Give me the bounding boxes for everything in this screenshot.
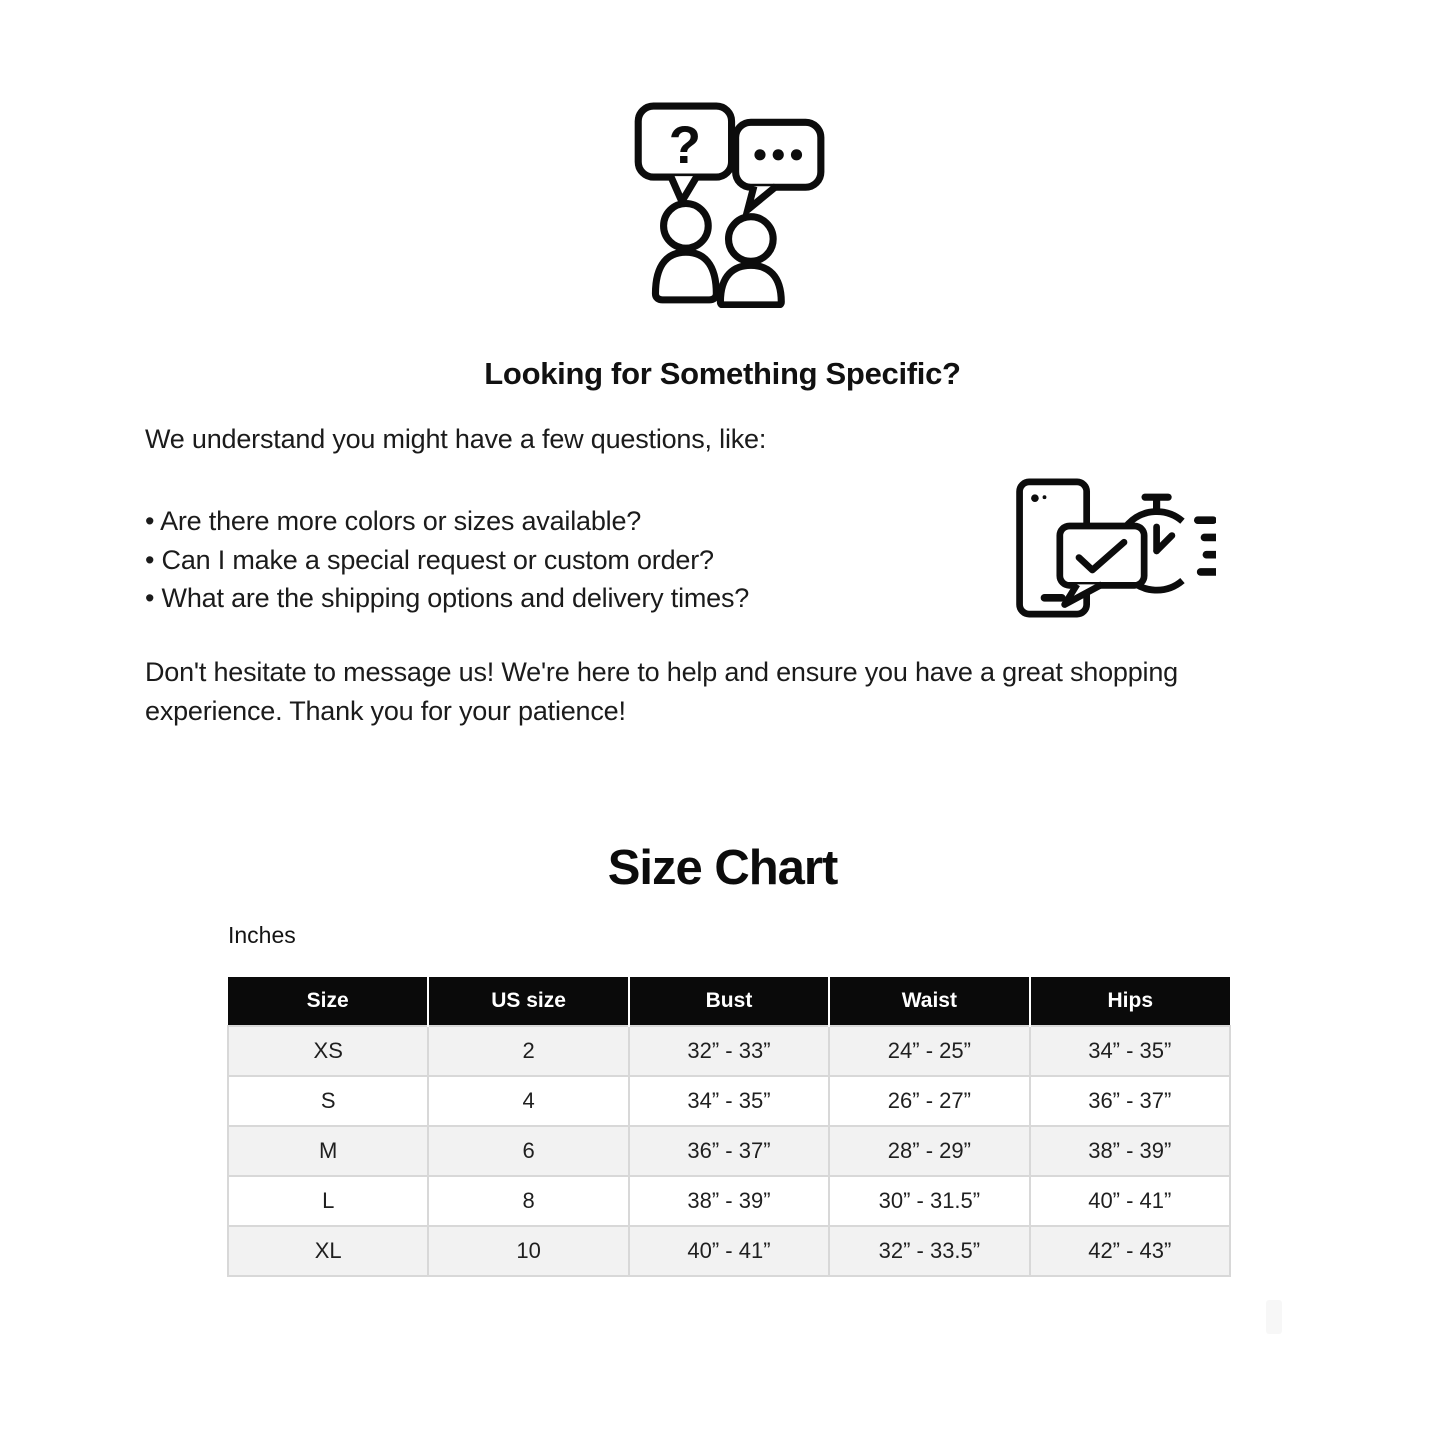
- table-cell: 2: [428, 1026, 628, 1076]
- table-cell: 36” - 37”: [629, 1126, 829, 1176]
- table-cell: XL: [228, 1226, 428, 1276]
- table-cell: 40” - 41”: [629, 1226, 829, 1276]
- table-cell: S: [228, 1076, 428, 1126]
- table-cell: 4: [428, 1076, 628, 1126]
- size-chart-table: [227, 977, 1231, 1277]
- chat-people-icon: [628, 100, 826, 308]
- intro-text: We understand you might have a few questions, like:: [145, 424, 767, 454]
- question-item: • Are there more colors or sizes available?: [145, 506, 642, 536]
- table-row: [228, 1076, 1230, 1126]
- table-cell: 36” - 37”: [1030, 1076, 1230, 1126]
- phone-fast-reply-icon: [1010, 474, 1216, 622]
- column-header-size: Size: [228, 977, 428, 1026]
- table-row: [228, 1176, 1230, 1226]
- table-cell: 6: [428, 1126, 628, 1176]
- table-cell: 30” - 31.5”: [829, 1176, 1029, 1226]
- table-cell: 40” - 41”: [1030, 1176, 1230, 1226]
- table-cell: 34” - 35”: [1030, 1026, 1230, 1076]
- table-row: [228, 1126, 1230, 1176]
- table-cell: 8: [428, 1176, 628, 1226]
- table-cell: L: [228, 1176, 428, 1226]
- table-cell: 38” - 39”: [1030, 1126, 1230, 1176]
- table-row: [228, 1226, 1230, 1276]
- column-header-us-size: US size: [428, 977, 628, 1026]
- column-header-waist: Waist: [829, 977, 1029, 1026]
- question-list: [145, 502, 749, 618]
- unit-label: Inches: [228, 922, 296, 948]
- column-header-hips: Hips: [1030, 977, 1230, 1026]
- question-item: • Can I make a special request or custom order?: [145, 544, 714, 575]
- column-header-bust: Bust: [629, 977, 829, 1026]
- table-cell: 38” - 39”: [629, 1176, 829, 1226]
- table-cell: 32” - 33”: [629, 1026, 829, 1076]
- table-row: [228, 1026, 1230, 1076]
- question-item: • What are the shipping options and delivery times?: [145, 583, 750, 614]
- table-cell: 24” - 25”: [829, 1026, 1029, 1076]
- table-cell: XS: [228, 1026, 428, 1076]
- size-chart-title: Size Chart: [607, 841, 838, 895]
- table-cell: 28” - 29”: [829, 1126, 1029, 1176]
- table-cell: 34” - 35”: [629, 1076, 829, 1126]
- table-cell: 10: [428, 1226, 628, 1276]
- svg-text:?: ?: [668, 115, 702, 175]
- table-cell: 32” - 33.5”: [829, 1226, 1029, 1276]
- closing-text: Don't hesitate to message us! We're here to help and ensure you have a great shopping experience. Thank you for your patience!: [145, 657, 1178, 726]
- table-header-row: [228, 977, 1230, 1026]
- table-cell: 42” - 43”: [1030, 1226, 1230, 1276]
- table-cell: 26” - 27”: [829, 1076, 1029, 1126]
- watermark: [1266, 1300, 1282, 1334]
- table-cell: M: [228, 1126, 428, 1176]
- page-title: Looking for Something Specific?: [484, 356, 961, 391]
